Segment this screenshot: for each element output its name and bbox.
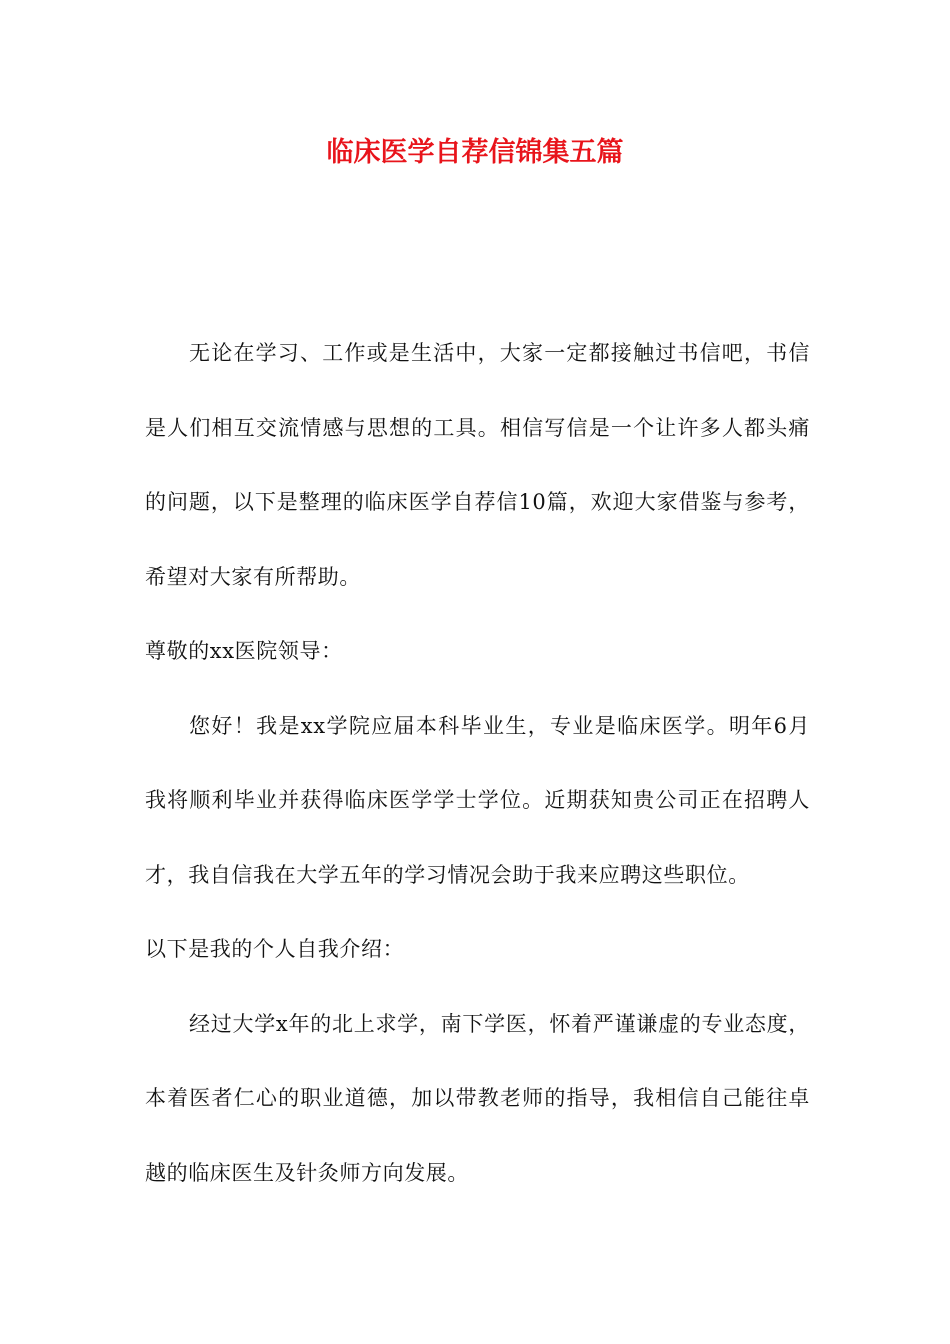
greeting-paragraph: 您好！我是xx学院应届本科毕业生，专业是临床医学。明年6月我将顺利毕业并获得临床医学学士学位。近期获知贵公司正在招聘人才，我自信我在大学五年的学习情况会助于我来应聘这些职位。 [145,713,810,887]
document-title: 临床医学自荐信锦集五篇 [326,137,624,168]
salutation: 尊敬的xx医院领导： [145,639,343,663]
self-intro-heading: 以下是我的个人自我介绍： [145,937,405,961]
study-paragraph: 经过大学x年的北上求学，南下学医，怀着严谨谦虚的专业态度，本着医者仁心的职业道德，加以带教老师的指导，我相信自己能往卓越的临床医生及针灸师方向发展。 [145,1011,810,1185]
intro-paragraph: 无论在学习、工作或是生活中，大家一定都接触过书信吧，书信是人们相互交流情感与思想的工具。相信写信是一个让许多人都头痛的问题，以下是整理的临床医学自荐信10篇，欢迎大家借鉴与参考，希望对大家有所帮助。 [145,341,810,589]
document-body [145,316,810,1210]
